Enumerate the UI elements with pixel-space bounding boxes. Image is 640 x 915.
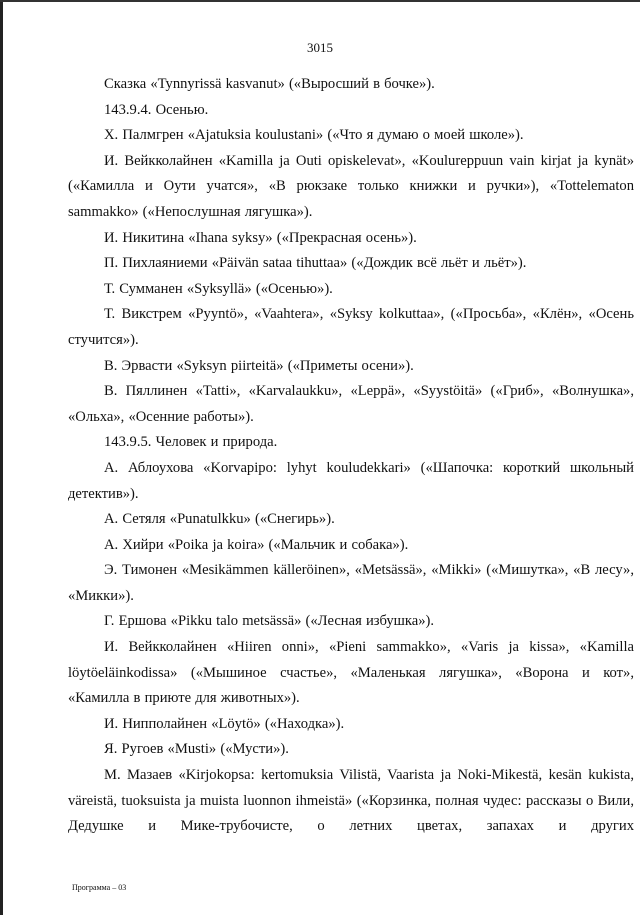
paragraph: Х. Палмгрен «Ajatuksia koulustani» («Что я думаю о моей школе»). [104,127,524,144]
paragraph: Сказка «Tynnyrissä kasvanut» («Выросший в бочке»). [104,76,435,92]
paragraph: Я. Ругоев «Musti» («Мусти»). [104,741,289,758]
section-heading: 143.9.4. Осенью. [104,101,209,118]
paragraph: В. Пяллинен «Tatti», «Karvalaukku», «Leppä», «Syystöitä» («Гриб», «Волнушка», «Ольха», «Осенние работы»). [68,383,634,425]
page-footer: Программа – 03 [72,883,127,892]
paragraph: И. Вейкколайнен «Kamilla ja Outi opiskelevat», «Koulureppuun vain kirjat ja kynät» («Камилла и Оути учатся», «В рюкзаке только книжки и ручки»), «Tottelematon sammakko» («Непослушная лягушка»). [68,152,634,220]
paragraph: А. Хийри «Poika ja koira» («Мальчик и собака»). [104,536,409,553]
paragraph: Т. Сумманен «Syksyllä» («Осенью»). [104,280,333,297]
paragraph: П. Пихлаяниеми «Päivän sataa tihuttaa» («Дождик всё льёт и льёт»). [104,255,527,272]
paragraph: А. Сетяля «Punatulkku» («Снегирь»). [104,511,335,528]
paragraph: И. Вейкколайнен «Hiiren onni», «Pieni sammakko», «Varis ja kissa», «Kamilla löytöeläinkodissa» («Мышиное счастье», «Маленькая лягушка», «Ворона и кот», «Камилла в приюте для животных»). [68,639,634,707]
page-number: 3015 [307,40,333,55]
paragraph: Г. Ершова «Pikku talo metsässä» («Лесная избушка»). [104,613,435,630]
scan-top-border [0,0,640,2]
section-heading: 143.9.5. Человек и природа. [104,434,278,451]
document-body [68,72,634,840]
paragraph: Т. Викстрем «Pyyntö», «Vaahtera», «Syksy kolkuttaa», («Просьба», «Клён», «Осень стучится»). [68,306,634,348]
paragraph: А. Аблоухова «Korvapipo: lyhyt kouludekkari» («Шапочка: короткий школьный детектив»). [68,459,634,502]
paragraph: Э. Тимонен «Mesikämmen källeröinen», «Metsässä», «Mikki» («Мишутка», «В лесу», «Микки»). [68,562,634,604]
paragraph: И. Никитина «Ihana syksy» («Прекрасная осень»). [104,229,417,246]
paragraph: В. Эрвасти «Syksyn piirteitä» («Приметы осени»). [104,357,414,374]
scan-left-border [0,0,3,915]
paragraph: М. Мазаев «Kirjokopsa: kertomuksia Vilistä, Vaarista ja Noki-Mikestä, kesän kukista, väreistä, tuoksuista ja muista luonnon ihmeistä» («Корзинка, полная чудес: рассказы о Вили, Дедушке и Мике-трубочисте, о летних цветах, запахах и других [68,767,634,835]
paragraph: И. Нипполайнен «Löytö» («Находка»). [104,715,345,732]
